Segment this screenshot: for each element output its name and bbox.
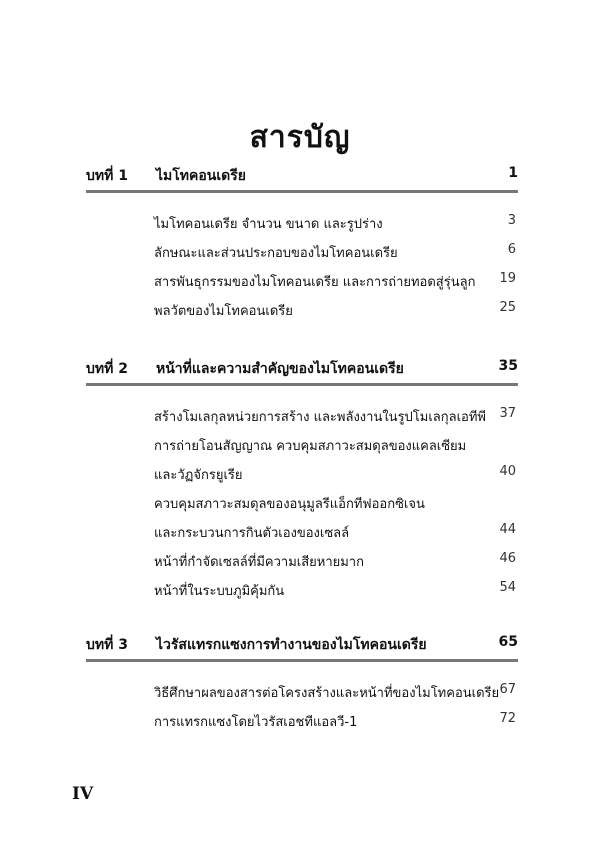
- toc-entry-title: และวัฏจักรยูเรีย: [154, 468, 243, 483]
- toc-entry[interactable]: [154, 493, 518, 522]
- toc-entry[interactable]: [154, 711, 518, 740]
- toc-entry-title: ลักษณะและส่วนประกอบของไมโทคอนเดรีย: [154, 246, 398, 261]
- toc-entry[interactable]: [154, 271, 518, 300]
- toc-entry-title: ไมโทคอนเดรีย จำนวน ขนาด และรูปร่าง: [154, 217, 383, 232]
- chapter-3-title: ไวรัสแทรกแซงการทำงานของไมโทคอนเดรีย: [156, 637, 427, 653]
- chapter-2-entries: [154, 406, 518, 609]
- chapter-1-title: ไมโทคอนเดรีย: [156, 168, 246, 184]
- toc-entry[interactable]: [154, 406, 518, 435]
- toc-entry-page: 72: [499, 711, 516, 726]
- chapter-1-heading[interactable]: [86, 165, 518, 187]
- toc-entry[interactable]: [154, 300, 518, 329]
- chapter-2-label: บทที่ 2: [86, 361, 128, 377]
- toc-entry-title: และกระบวนการกินตัวเองของเซลล์: [154, 526, 350, 541]
- toc-entry-title: หน้าที่กำจัดเซลล์ที่มีความเสียหายมาก: [154, 555, 364, 570]
- toc-entry[interactable]: [154, 522, 518, 551]
- chapter-2-page-number: 35: [498, 358, 518, 374]
- toc-entry-page: 46: [499, 551, 516, 566]
- chapter-1-entries: [154, 213, 518, 329]
- toc-entry[interactable]: [154, 435, 518, 464]
- toc-entry-page: 54: [499, 580, 516, 595]
- toc-entry[interactable]: [154, 242, 518, 271]
- toc-entry-page: 19: [499, 271, 516, 286]
- toc-entry-title: การถ่ายโอนสัญญาณ ควบคุมสภาวะสมดุลของแคลเซียม: [154, 439, 467, 454]
- chapter-3-heading[interactable]: [86, 634, 518, 656]
- toc-entry-page: 67: [499, 682, 516, 697]
- toc-entry-page: 40: [499, 464, 516, 479]
- toc-entry[interactable]: [154, 682, 518, 711]
- toc-entry[interactable]: [154, 464, 518, 493]
- chapter-2-section: [86, 358, 518, 599]
- chapter-3-page-number: 65: [498, 634, 518, 650]
- chapter-3-divider: [86, 659, 518, 662]
- chapter-3-entries: [154, 682, 518, 740]
- chapter-2-title: หน้าที่และความสำคัญของไมโทคอนเดรีย: [156, 361, 404, 377]
- toc-entry-title: สร้างโมเลกุลหน่วยการสร้าง และพลังงานในรูปโมเลกุลเอทีพี: [154, 410, 486, 425]
- toc-entry-title: สารพันธุกรรมของไมโทคอนเดรีย และการถ่ายทอดสู่รุ่นลูก: [154, 275, 476, 290]
- toc-entry-title: วิธีศึกษาผลของสารต่อโครงสร้างและหน้าที่ของไมโทคอนเดรีย: [154, 686, 500, 701]
- chapter-1-label: บทที่ 1: [86, 168, 128, 184]
- page-title: สารบัญ: [249, 120, 351, 155]
- toc-entry-title: พลวัตของไมโทคอนเดรีย: [154, 304, 293, 319]
- toc-entry[interactable]: [154, 551, 518, 580]
- chapter-1-divider: [86, 190, 518, 193]
- toc-entry-page: 6: [507, 242, 516, 257]
- chapter-3-label: บทที่ 3: [86, 637, 128, 653]
- chapter-1-page-number: 1: [508, 165, 518, 181]
- chapter-2-divider: [86, 383, 518, 386]
- toc-entry-page: 3: [507, 213, 516, 228]
- toc-entry-title: ควบคุมสภาวะสมดุลของอนุมูลรีแอ็กทีฟออกซิเจน: [154, 497, 425, 512]
- chapter-3-section: [86, 634, 518, 730]
- toc-entry[interactable]: [154, 580, 518, 609]
- toc-entry-title: หน้าที่ในระบบภูมิคุ้มกัน: [154, 584, 285, 599]
- toc-entry-page: 25: [499, 300, 516, 315]
- toc-entry-page: 37: [499, 406, 516, 421]
- chapter-2-heading[interactable]: [86, 358, 518, 380]
- toc-entry[interactable]: [154, 213, 518, 242]
- page-folio: IV: [72, 784, 94, 804]
- toc-entry-title: การแทรกแซงโดยไวรัสเอชทีแอลวี-1: [154, 715, 358, 730]
- toc-entry-page: 44: [499, 522, 516, 537]
- chapter-1-section: [86, 165, 518, 319]
